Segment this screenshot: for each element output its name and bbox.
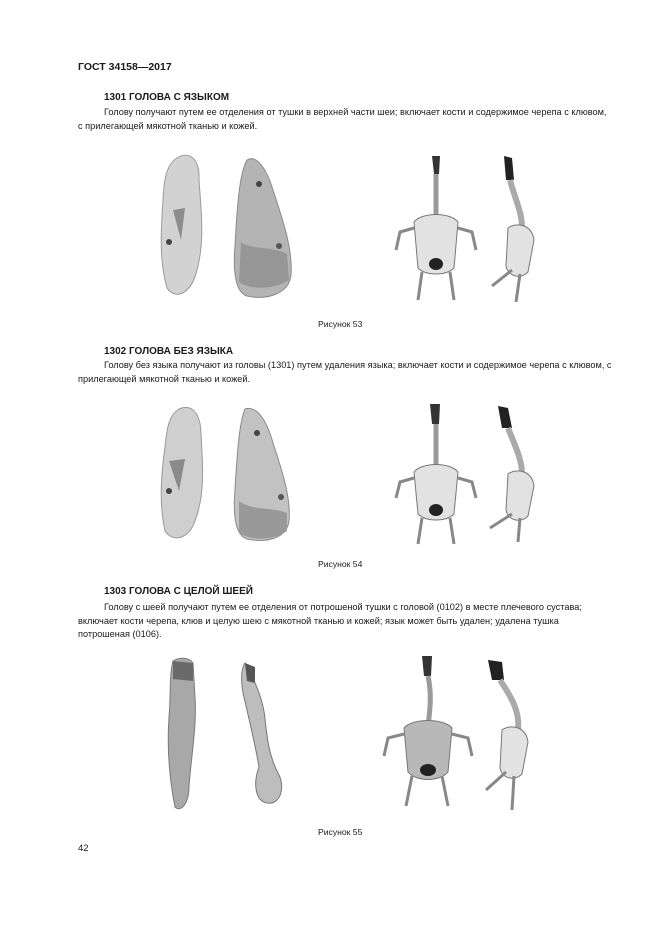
figure-caption-55: Рисунок 55 [318, 827, 363, 837]
page-number: 42 [78, 843, 89, 854]
section-title-1303: 1303 ГОЛОВА С ЦЕЛОЙ ШЕЕЙ [104, 586, 253, 597]
head-neck-photo-figure-55 [155, 657, 305, 817]
section-title-1301: 1301 ГОЛОВА С ЯЗЫКОМ [104, 92, 230, 103]
head-photo-figure-53 [155, 150, 305, 310]
document-code: ГОСТ 34158—2017 [78, 61, 172, 73]
section-paragraph-1302: Голову без языка получают из головы (1301) путем удаления языка; включает кости и содержимое черепа с клювом, с прилегающей мякотной тканью и кожей. [78, 360, 612, 384]
head-photo-figure-54 [155, 403, 305, 553]
section-paragraph-1303: Голову с шеей получают путем ее отделения от потрошеной тушки с головой (0102) в месте плечевого сустава; включает кости черепа, клюв и целую шею с мякотной тканью и кожей; язык может быть удален; удалена тушка потрошеная (0106). [78, 602, 582, 639]
skeleton-figure-53 [392, 150, 552, 315]
skeleton-figure-54 [392, 402, 552, 552]
skeleton-figure-55 [380, 654, 560, 819]
figure-caption-53: Рисунок 53 [318, 319, 363, 329]
section-paragraph-1301: Голову получают путем ее отделения от тушки в верхней части шеи; включает кости и содержимое черепа с клювом, с прилегающей мякотной тканью и кожей. [78, 107, 607, 131]
section-title-1302: 1302 ГОЛОВА БЕЗ ЯЗЫКА [104, 346, 234, 357]
figure-caption-54: Рисунок 54 [318, 559, 363, 569]
